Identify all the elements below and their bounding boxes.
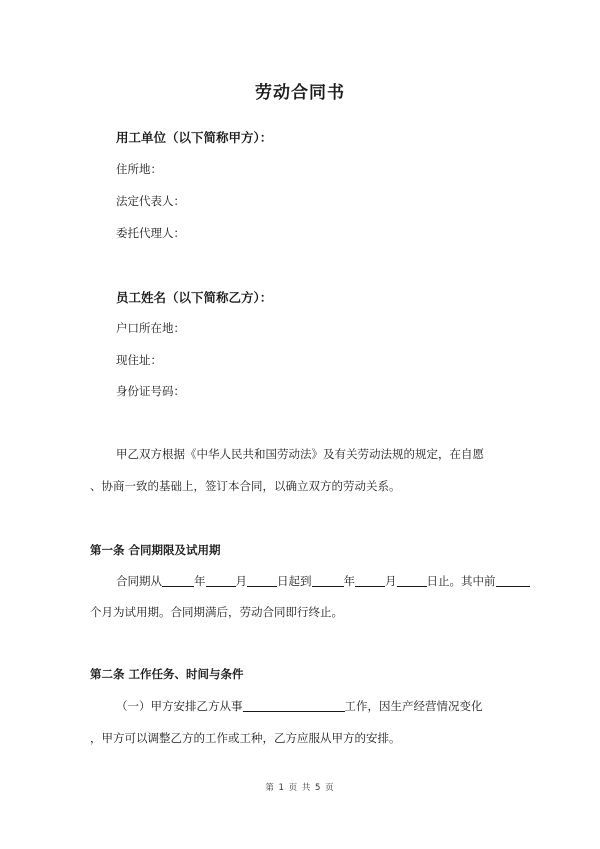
article-2-item-1-prefix: （一）甲方安排乙方从事 — [116, 699, 243, 713]
article-2-item-1-suffix: 工作，因生产经营情况变化 — [344, 699, 483, 713]
article-1-seg-7: 日止。其中前 — [426, 574, 496, 588]
party-a-legal-rep-label: 法定代表人： — [116, 194, 185, 208]
article-1-line-1 — [116, 573, 530, 589]
blank-start-month — [206, 574, 236, 587]
blank-start-day — [247, 574, 277, 587]
party-b-id-label: 身份证号码： — [116, 384, 185, 398]
party-a-address-label: 住所地： — [116, 162, 162, 176]
blank-job-type — [243, 699, 345, 712]
article-1-seg-6: 月 — [385, 574, 397, 588]
article-2-item-1-line-1 — [116, 698, 483, 714]
article-1-seg-4: 日起到 — [277, 574, 312, 588]
article-1-seg-2: 年 — [194, 574, 206, 588]
preamble-line-1: 甲乙双方根据《中华人民共和国劳动法》及有关劳动法规的规定，在自愿 — [116, 447, 484, 461]
blank-end-year — [312, 574, 344, 587]
party-b-current-address-label: 现住址： — [116, 353, 162, 367]
article-1-seg-3: 月 — [235, 574, 247, 588]
article-2-heading: 第二条 工作任务、时间与条件 — [90, 667, 244, 681]
party-a-agent-label: 委托代理人： — [116, 226, 185, 240]
blank-end-day — [397, 574, 427, 587]
blank-end-month — [355, 574, 385, 587]
page-footer: 第 1 页 共 5 页 — [265, 783, 335, 793]
blank-start-year — [162, 574, 194, 587]
article-1-seg-5: 年 — [343, 574, 355, 588]
party-b-household-label: 户口所在地： — [116, 321, 185, 335]
party-b-heading: 员工姓名（以下简称乙方）： — [116, 290, 273, 305]
article-1-line-2: 个月为试用期。合同期满后，劳动合同即行终止。 — [90, 605, 343, 619]
article-1-heading: 第一条 合同期限及试用期 — [90, 543, 221, 557]
party-a-heading: 用工单位（以下简称甲方）： — [116, 130, 273, 145]
article-2-item-1-line-2: ，甲方可以调整乙方的工作或工种，乙方应服从甲方的安排。 — [90, 731, 401, 745]
article-1-seg-1: 合同期从 — [116, 574, 162, 588]
blank-trial-months — [496, 574, 530, 587]
preamble-line-2: 、协商一致的基础上，签订本合同，以确立双方的劳动关系。 — [90, 479, 401, 493]
document-title: 劳动合同书 — [255, 83, 345, 103]
